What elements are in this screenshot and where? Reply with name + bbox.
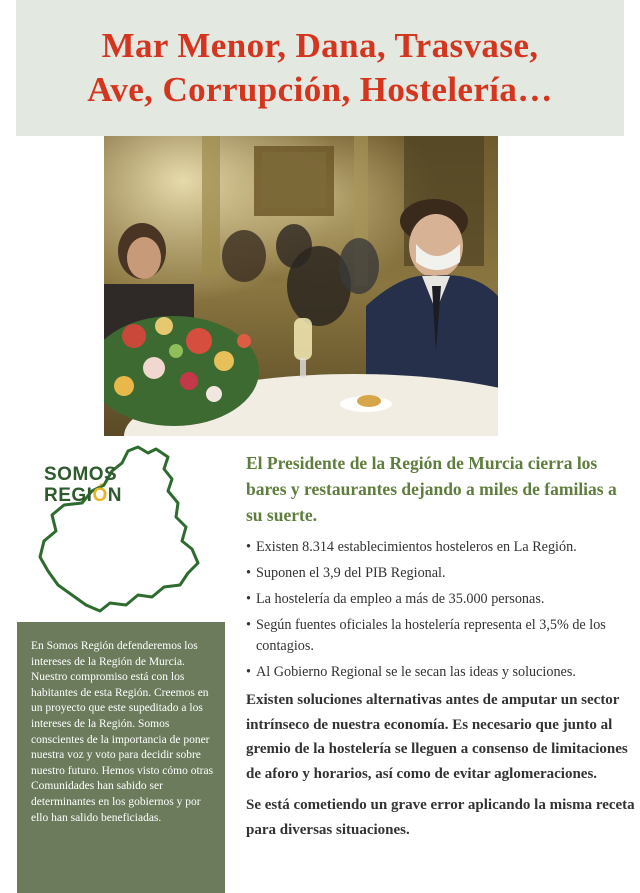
title-line-2: Ave, Corrupción, Hostelería…: [87, 70, 553, 109]
bullet-symbol: •: [246, 565, 251, 581]
paragraph-solutions: Existen soluciones alternativas antes de amputar un sector intrínseco de nuestra economía. Es necesario que junto al gremio de la hostelería se lleguen a consenso de limitaciones de aforo y horarios, así como de evitar aglomeraciones.: [246, 692, 628, 782]
bullet-text: Según fuentes oficiales la hostelería representa el 3,5% de los contagios.: [256, 617, 606, 654]
bullet-list: [246, 537, 636, 683]
logo-region-part1: REGI: [44, 485, 93, 506]
restaurant-photo: [104, 136, 498, 436]
logo-somos-text: SOMOS: [44, 464, 118, 485]
bullet-text: Existen 8.314 establecimientos hosteleros en La Región.: [256, 539, 577, 555]
list-item: [246, 563, 636, 584]
logo-region-accent: Ó: [92, 485, 108, 506]
logo-region-text: [44, 486, 122, 506]
bullet-text: Suponen el 3,9 del PIB Regional.: [256, 565, 446, 581]
bullet-text: Al Gobierno Regional se le secan las ideas y soluciones.: [256, 664, 576, 680]
paragraph-error: Se está cometiendo un grave error aplicando la misma receta para diversas situaciones.: [246, 797, 635, 838]
list-item: [246, 537, 636, 558]
title-line-1: Mar Menor, Dana, Trasvase,: [101, 26, 539, 65]
bullet-text: La hostelería da empleo a más de 35.000 personas.: [256, 591, 545, 607]
list-item: [246, 662, 636, 683]
main-column: [246, 450, 636, 843]
somos-region-logo: [30, 445, 208, 620]
bullet-symbol: •: [246, 617, 251, 633]
sidebar-text: En Somos Región defenderemos los intereses de la Región de Murcia. Nuestro compromiso está con los habitantes de esta Región. Creemos en un proyecto que este supeditado a los intereses de la Región. Somos conscientes de la importancia de poner nuestra voz y voto para decidir sobre nuestro futuro. Hemos visto cómo otras Comunidades han sabido ser determinantes en los gobiernos y por ello han salido beneficiadas.: [31, 640, 214, 824]
bullet-symbol: •: [246, 539, 251, 555]
sidebar-mission-box: [17, 622, 225, 893]
bullet-symbol: •: [246, 591, 251, 607]
header-banner: [16, 0, 624, 136]
logo-region-part2: N: [107, 485, 122, 506]
list-item: [246, 615, 636, 657]
headline: El Presidente de la Región de Murcia cierra los bares y restaurantes dejando a miles de familias a su suerte.: [246, 453, 617, 525]
list-item: [246, 589, 636, 610]
bullet-symbol: •: [246, 664, 251, 680]
